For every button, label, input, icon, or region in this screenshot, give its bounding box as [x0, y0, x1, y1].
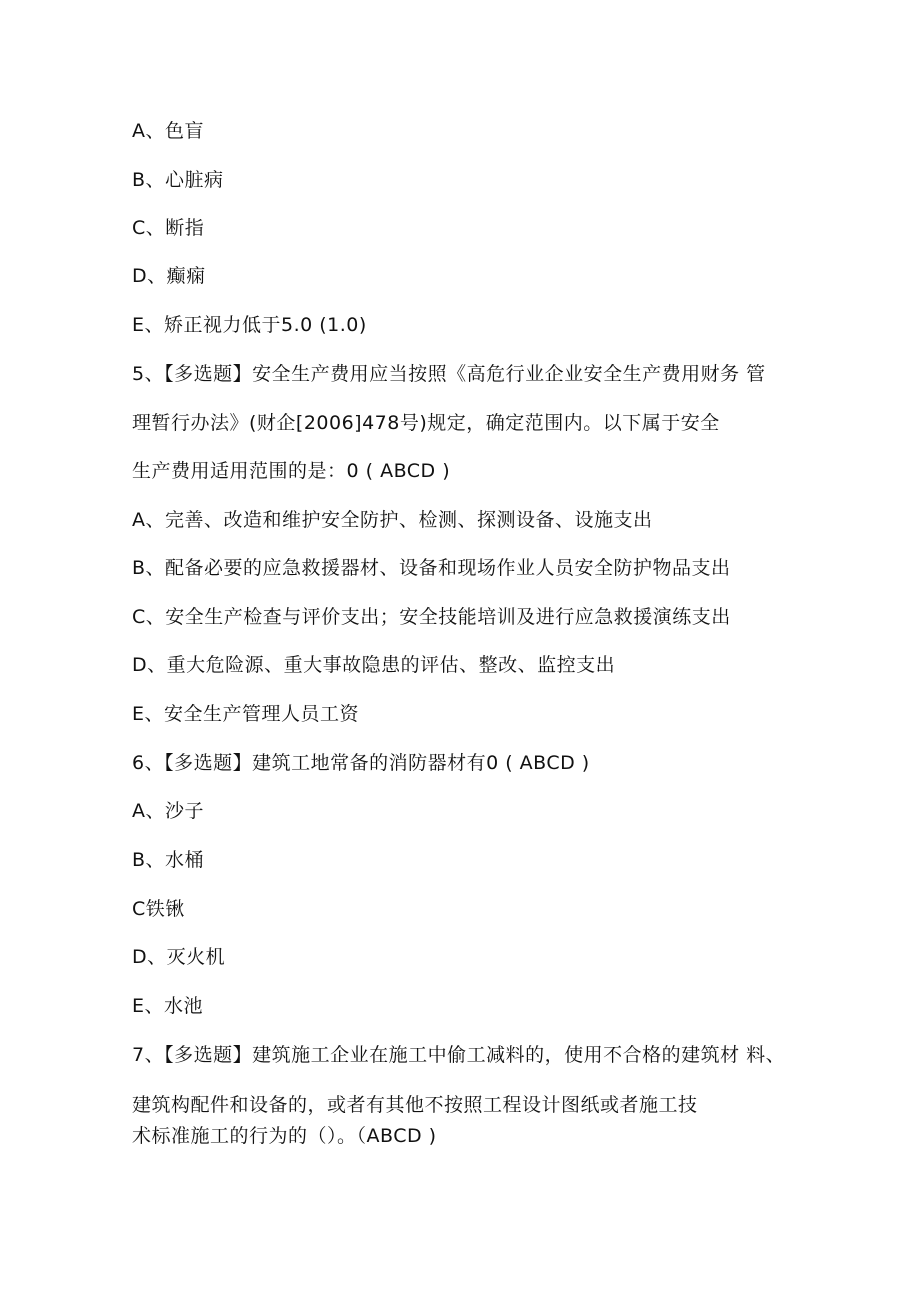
q6-option-b: B、水桶	[132, 849, 205, 871]
q5-option-e: E、安全生产管理人员工资	[132, 703, 360, 725]
q6-option-c: C铁锹	[132, 898, 185, 920]
q7-stem-line-1: 7、【多选题】建筑施工企业在施工中偷工减料的，使用不合格的建筑材 料、	[132, 1044, 786, 1066]
q6-option-d: D、灭火机	[132, 946, 226, 968]
q5-stem-line-3: 生产费用适用范围的是：0 ( ABCD )	[132, 460, 451, 482]
q4-option-d: D、癫痫	[132, 265, 206, 287]
q7-stem-line-3: 术标准施工的行为的（）。（ABCD )	[132, 1125, 437, 1147]
q4-option-c: C、断指	[132, 217, 205, 239]
q5-option-c: C、安全生产检查与评价支出；安全技能培训及进行应急救援演练支出	[132, 606, 731, 628]
q4-option-b: B、心脏病	[132, 169, 224, 191]
q5-option-b: B、配备必要的应急救援器材、设备和现场作业人员安全防护物品支出	[132, 557, 731, 579]
q5-option-a: A、完善、改造和维护安全防护、检测、探测设备、设施支出	[132, 509, 653, 531]
q6-option-e: E、水池	[132, 995, 204, 1017]
q5-option-d: D、重大危险源、重大事故隐患的评估、整改、监控支出	[132, 654, 616, 676]
q7-stem-line-2: 建筑构配件和设备的，或者有其他不按照工程设计图纸或者施工技	[132, 1094, 698, 1116]
q6-stem: 6、【多选题】建筑工地常备的消防器材有0 ( ABCD )	[132, 752, 590, 774]
q4-option-e: E、矫正视力低于5.0 (1.0)	[132, 314, 367, 336]
q5-stem-line-2: 理暂行办法》(财企[2006]478号)规定，确定范围内。以下属于安全	[132, 412, 720, 434]
q4-option-a: A、色盲	[132, 120, 204, 142]
q5-stem-line-1: 5、【多选题】安全生产费用应当按照《高危行业企业安全生产费用财务 管	[132, 363, 766, 385]
q6-option-a: A、沙子	[132, 800, 204, 822]
